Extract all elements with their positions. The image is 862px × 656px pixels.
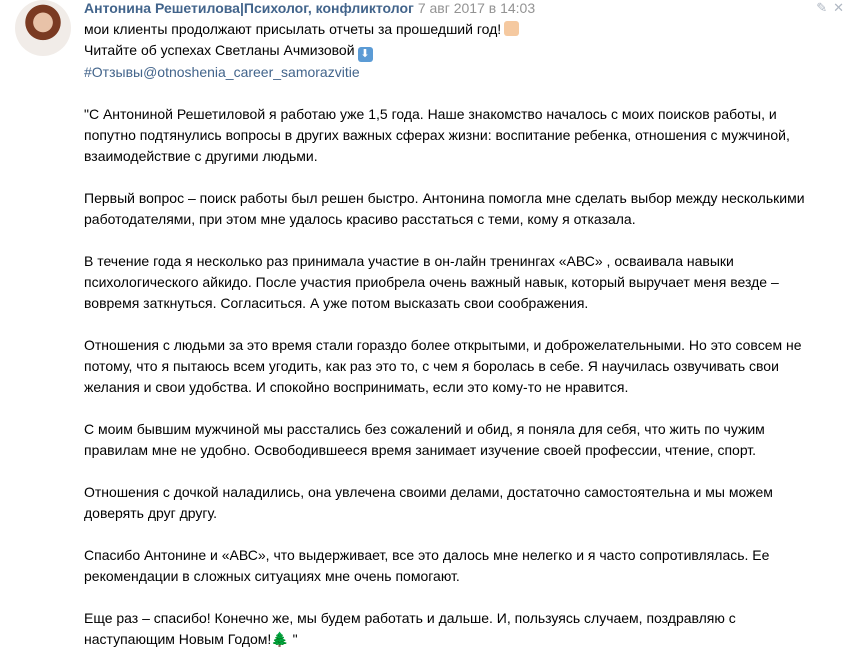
paragraph-line: рекомендации в сложных ситуациях мне очень помогают. xyxy=(84,568,460,584)
edit-icon[interactable]: ✎ xyxy=(816,0,834,15)
paragraph-line: Первый вопрос – поиск работы был решен быстро. Антонина помогла мне сделать выбор между несколькими xyxy=(84,190,805,206)
paragraph-line: "С Антониной Решетиловой я работаю уже 1,5 года. Наше знакомство началось с моих поисков работы, и xyxy=(84,106,777,122)
paragraph-line: В течение года я несколько раз принимала участие в он-лайн тренингах «АВС» , осваивала навыки xyxy=(84,253,734,269)
paragraph-line: потому, что я пытаюсь всем угодить, как раз это то, с чем я боролась в себе. Я научилась озвучивать свои xyxy=(84,358,779,374)
paragraph xyxy=(84,545,844,587)
hashtag-link[interactable]: #Отзывы@otnoshenia_career_samorazvitie xyxy=(84,64,360,80)
paragraph-line: Еще раз – спасибо! Конечно же, мы будем работать и дальше. И, пользуясь случаем, поздравляю с xyxy=(84,610,736,626)
paragraph xyxy=(84,482,844,524)
paragraph-line: наступающим Новым Годом! xyxy=(84,631,272,647)
tree-icon: 🌲 xyxy=(271,631,289,647)
post-date[interactable]: 7 авг 2017 в 14:03 xyxy=(417,0,536,16)
paragraph xyxy=(84,251,844,314)
paragraph-line: С моим бывшим мужчиной мы расстались без сожалений и обид, я поняла для себя, что жить по чужим xyxy=(84,421,765,437)
paragraph xyxy=(84,188,844,230)
paragraph-line: Отношения с дочкой наладились, она увлечена своими делами, достаточно самостоятельна и мы можем xyxy=(84,484,773,500)
paragraph-line: вовремя заткнуться. Согласиться. А уже потом высказать свои соображения. xyxy=(84,295,589,311)
paragraph-line: работодателями, при этом мне удалось красиво расстаться с теми, кому я отказала. xyxy=(84,211,636,227)
paragraph xyxy=(84,419,844,461)
paragraph-line: взаимодействие с другими людьми. xyxy=(84,148,318,164)
post-actions xyxy=(816,0,850,16)
author-link[interactable]: Антонина Решетилова|Психолог, конфликтолог xyxy=(84,0,414,16)
post-header xyxy=(84,0,535,16)
post-text xyxy=(84,19,844,650)
paragraph-line: психологического айкидо. После участия приобрела очень важный навык, который выручает меня везде – xyxy=(84,274,779,290)
paragraph-line: Отношения с людьми за это время стали гораздо более открытыми, и доброжелательными. Но это совсем не xyxy=(84,337,802,353)
close-icon[interactable]: ✕ xyxy=(833,0,850,15)
closing-quote: " xyxy=(288,631,298,647)
paragraph-line: правилам мне не удобно. Освободившееся время занимает изучение своей профессии, чтение, спорт. xyxy=(84,442,757,458)
last-line xyxy=(84,629,844,650)
intro-line: мои клиенты продолжают присылать отчеты за прошедший год! xyxy=(84,21,502,37)
author-avatar[interactable] xyxy=(15,0,71,56)
intro-line: Читайте об успехах Светланы Ачмизовой xyxy=(84,42,355,58)
thumbs-up-icon xyxy=(504,21,519,36)
arrow-down-icon: ⬇ xyxy=(358,47,373,62)
paragraph-line: доверять друг другу. xyxy=(84,505,218,521)
paragraph-line: желания и свои удобства. И спокойно воспринимать, если это кому-то не нравится. xyxy=(84,379,629,395)
paragraph xyxy=(84,608,844,650)
paragraph xyxy=(84,104,844,167)
paragraph-line: попутно подтянулись вопросы в других важных сферах жизни: воспитание ребенка, отношения с мужчиной, xyxy=(84,127,790,143)
paragraph xyxy=(84,335,844,398)
paragraph-line: Спасибо Антонине и «АВС», что выдерживает, все это далось мне нелегко и я часто сопротивлялась. Ее xyxy=(84,547,770,563)
